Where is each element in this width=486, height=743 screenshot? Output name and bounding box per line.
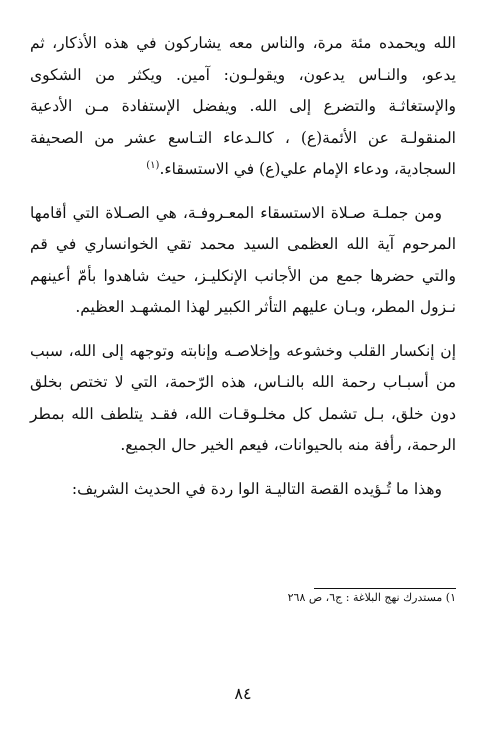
body-text [30,28,456,517]
paragraph-2: ومن جملـة صـلاة الاستسقاء المعـروفـة، هي الصـلاة التي أقامها المرحوم آية الله العظمى السيد محمد تقي الخوانساري في قم والتي حضرها جمع من الأجانب الإنكليـز، حيث شاهدوا بأمّ أعينهم نـزول المطر، وبـان عليهم التأثر الكبير لهذا المشهـد العظيم. [30,203,456,316]
footnote-divider [314,588,456,589]
page-number: ٨٤ [234,684,252,703]
paragraph-1-text: الله ويحمده مئة مرة، والناس معه يشاركون في هذه الأذكار، ثم يدعو، والنـاس يدعون، ويقولـون: آمين. ويكثر من الشكوى والإستغاثـة والتضرع إلى الله. ويفضل الإستفادة مـن الأدعية المنقولـة عن الأئمة(ع) ، كالـدعاء التـاسع عشر من الصحيفة السجادية، ودعاء الإمام علي(ع) في الاستسقاء. [30,34,456,178]
paragraph-4: وهذا ما تُـؤيده القصة التاليـة الوا ردة في الحديث الشريف: [71,479,442,498]
paragraph-1 [30,28,456,186]
paragraph-3: إن إنكسار القلب وخشوعه وإخلاصـه وإنابته وتوجهه إلى الله، سبب من أسبـاب رحمة الله بالنـاس، هذه الرّحمة، التي لا تختص بخلق دون خلق، بـل تشمل كل مخلـوقـات الله، فقـد يتلطف الله بمطر الرحمة، رأفة منه بالحيوانات، فيعم الخير حال الجميع. [30,341,456,454]
footnote: ١) مستدرك نهج البلاغة : ج٦، ص ٢٦٨ [287,591,456,604]
footnote-reference: (١) [146,159,160,171]
